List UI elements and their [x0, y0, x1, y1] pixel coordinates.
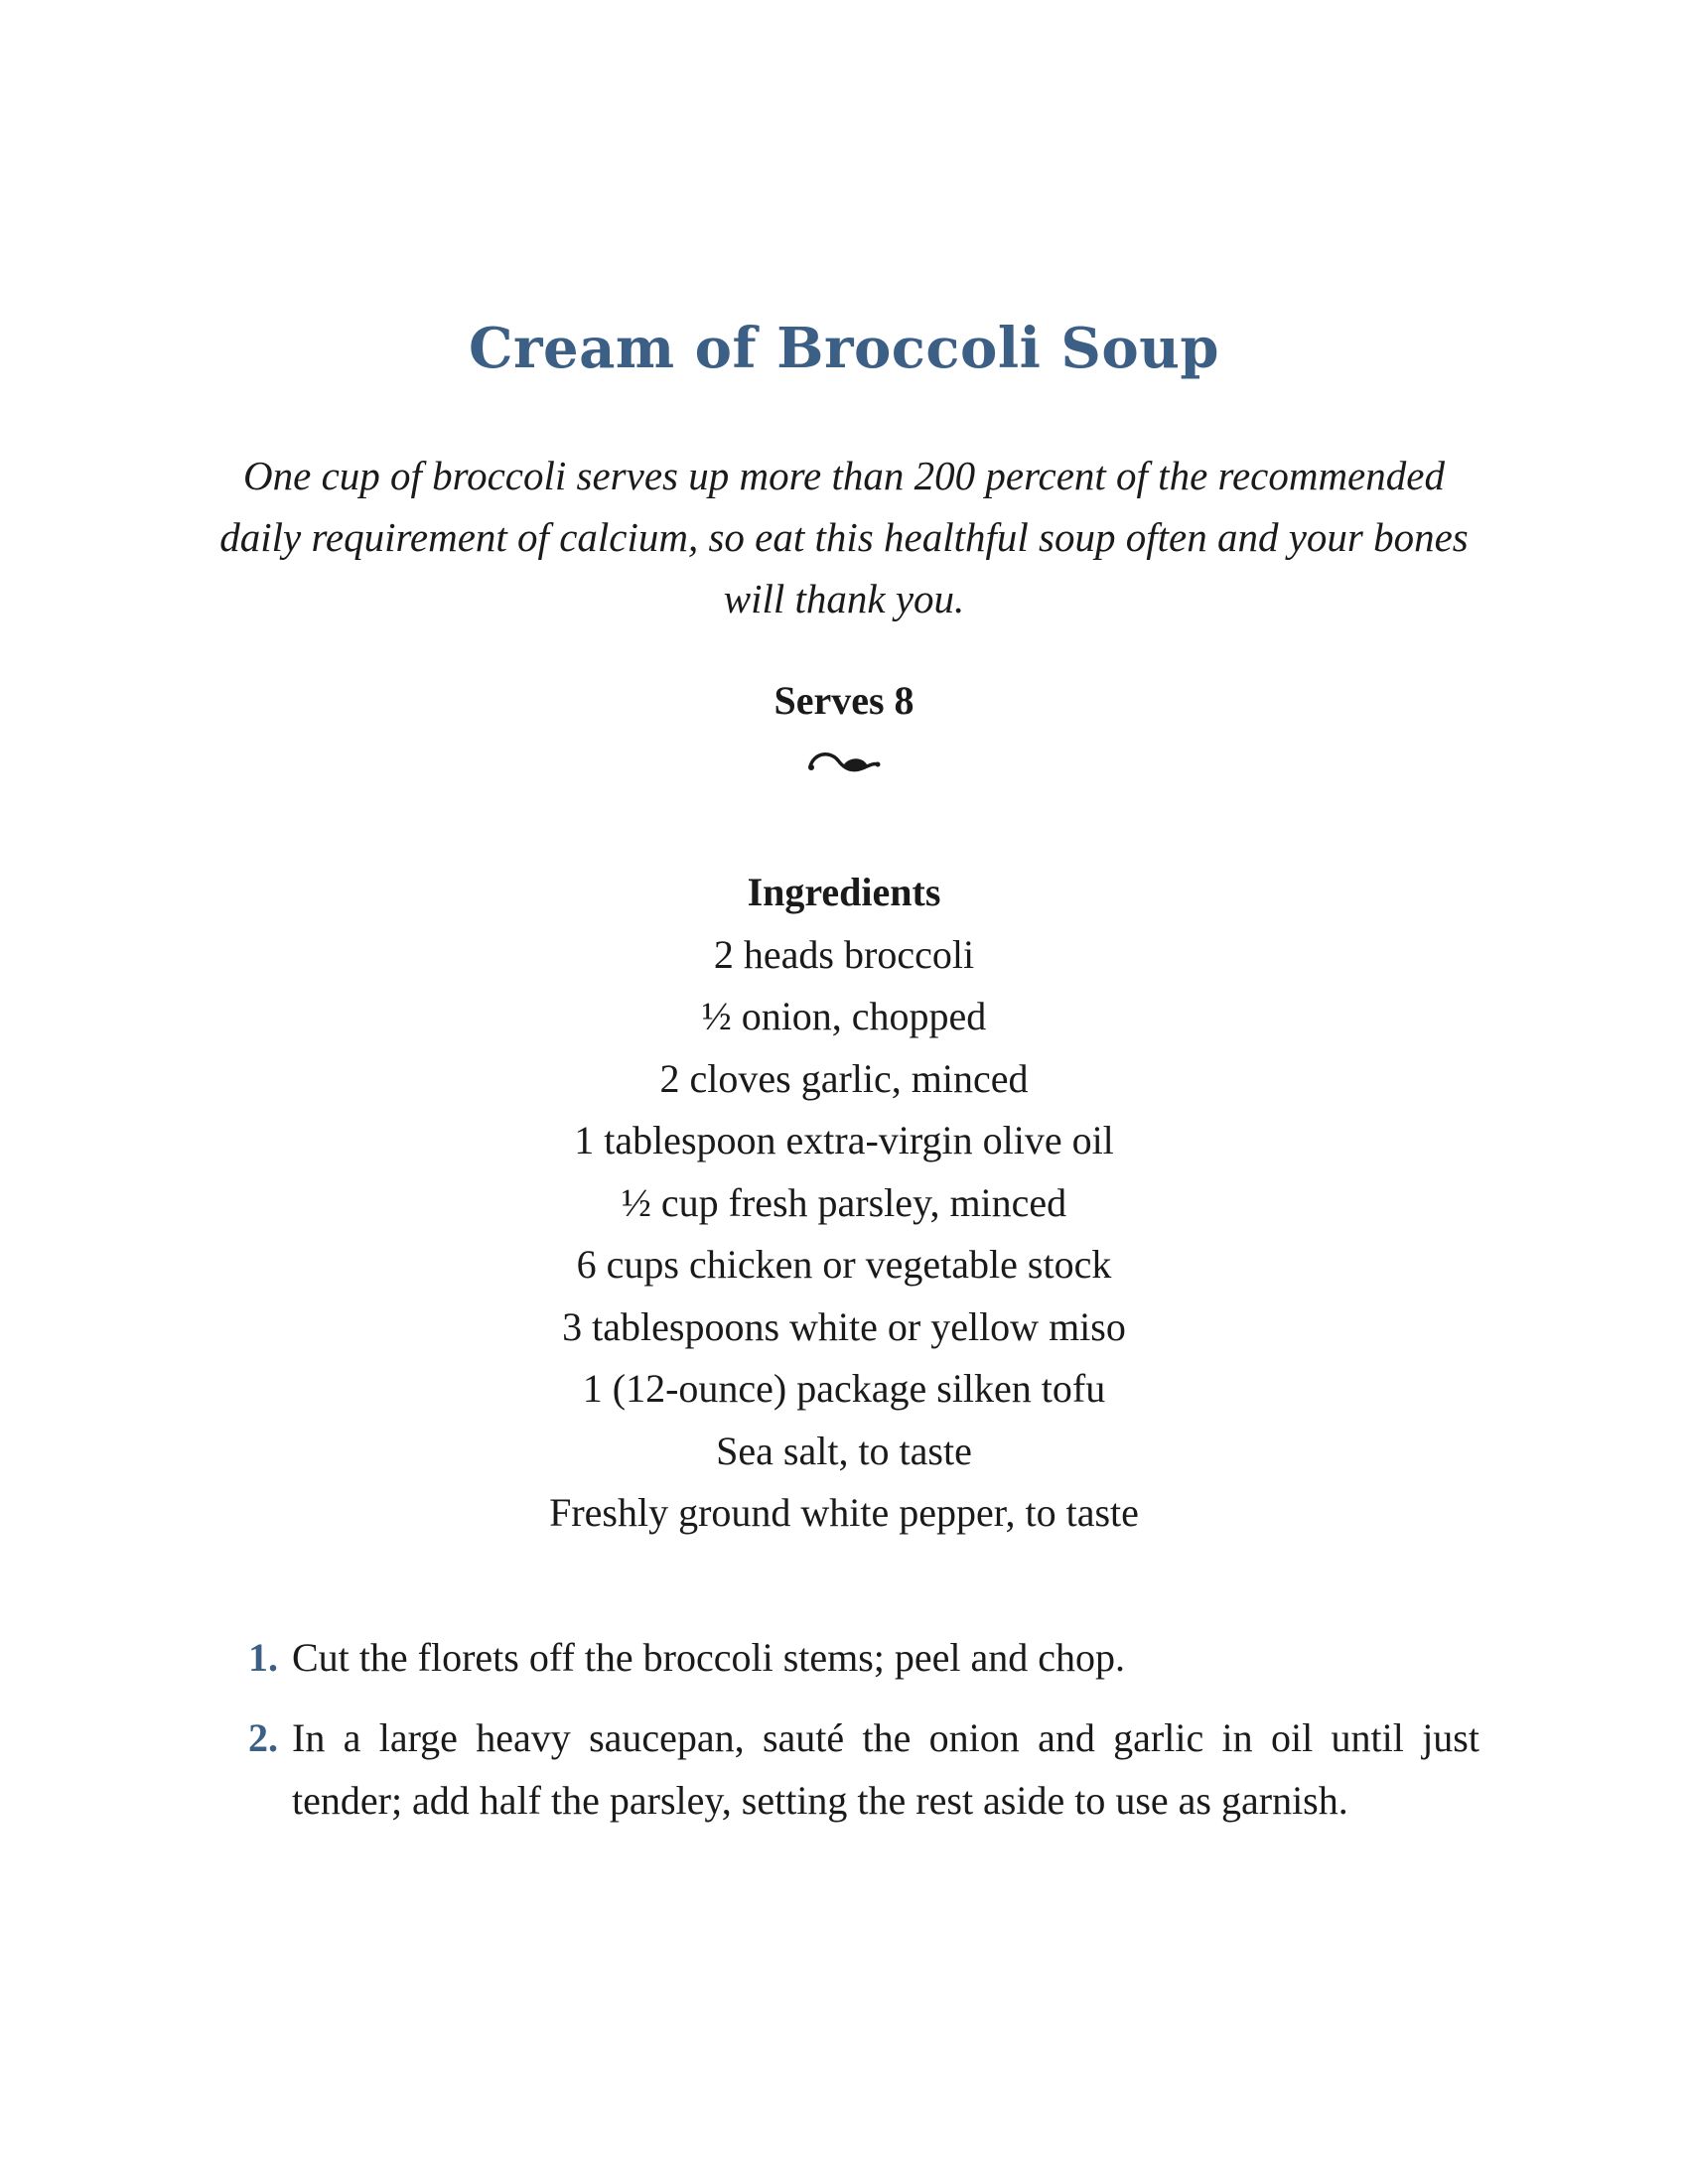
servings-label: Serves 8 [774, 678, 914, 723]
ingredient-item: 1 (12-ounce) package silken tofu [582, 1366, 1106, 1411]
ingredient-item: Freshly ground white pepper, to taste [549, 1490, 1139, 1535]
ingredient-item: 3 tablespoons white or yellow miso [562, 1303, 1126, 1349]
ingredient-item: 1 tablespoon extra-virgin olive oil [574, 1118, 1114, 1162]
ingredient-item: Sea salt, to taste [716, 1428, 972, 1473]
ingredient-item: 2 cloves garlic, minced [659, 1055, 1029, 1101]
ingredient-item: 6 cups chicken or vegetable stock [576, 1242, 1112, 1287]
recipe-title: Cream of Broccoli Soup [468, 316, 1220, 381]
recipe-intro: One cup of broccoli serves up more than 200 percent of the recommended daily requirement of calcium, so eat this healthful soup often and your bones will thank you. [219, 453, 1469, 621]
ingredients-heading: Ingredients [747, 870, 941, 914]
instruction-step [248, 1626, 1479, 1689]
step-number: 1. [248, 1635, 278, 1680]
step-text: Cut the florets off the broccoli stems; peel and chop. [292, 1635, 1126, 1680]
step-number: 2. [248, 1715, 278, 1760]
step-text: In a large heavy saucepan, sauté the onion and garlic in oil until just tender; add half the parsley, setting the rest aside to use as garnish. [292, 1715, 1479, 1823]
ingredients-list [0, 924, 1688, 1545]
instructions-list [248, 1626, 1479, 1849]
ingredients-section [0, 862, 1688, 1545]
ingredient-item: ½ onion, chopped [701, 994, 987, 1038]
instruction-step [248, 1706, 1479, 1832]
ingredient-item: ½ cup fresh parsley, minced [621, 1179, 1067, 1225]
swash-ornament-icon [804, 743, 884, 782]
ingredient-item: 2 heads broccoli [713, 931, 975, 977]
